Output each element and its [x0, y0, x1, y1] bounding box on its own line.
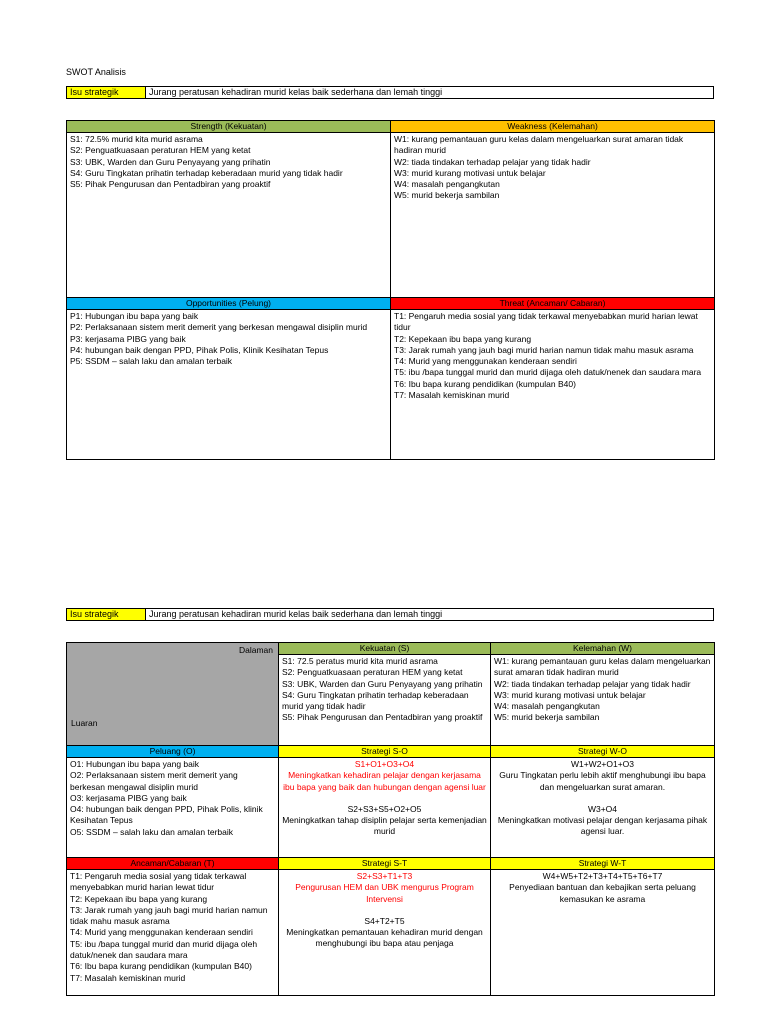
weakness-item: W2: tiada tindakan terhadap pelajar yang tidak hadir — [394, 156, 591, 167]
peluang-item: O4: hubungan baik dengan PPD, Pihak Polis, klinik Kesihatan Tepus — [70, 804, 263, 826]
wt-code-1: W4+W5+T2+T3+T4+T5+T6+T7 — [542, 871, 663, 881]
threat-item: T4: Murid yang menggunakan kenderaan sendiri — [394, 356, 577, 367]
threat-item: T6: Ibu bapa kurang pendidikan (kumpulan B40) — [394, 378, 576, 389]
ancaman-item: T6: Ibu bapa kurang pendidikan (kumpulan B40) — [70, 961, 252, 972]
peluang-header: Peluang (O) — [67, 746, 279, 758]
kelemahan-item: W4: masalah pengangkutan — [494, 701, 600, 712]
opportunity-item: P2: Perlaksanaan sistem merit demerit yang berkesan mengawal disiplin murid — [70, 322, 368, 333]
kelemahan-item: W2: tiada tindakan terhadap pelajar yang tidak hadir — [494, 678, 691, 689]
st-strategy-1: Pengurusan HEM dan UBK mengurus Program Intervensi — [295, 882, 474, 904]
peluang-item: O2: Perlaksanaan sistem merit demerit yang berkesan mengawal disiplin murid — [70, 770, 238, 792]
opportunities-header: Opportunities (Pelung) — [67, 298, 391, 310]
weakness-item: W1: kurang pemantauan guru kelas dalam mengeluarkan surat amaran tidak hadiran murid — [394, 134, 684, 156]
weakness-cell — [391, 133, 715, 298]
ancaman-item: T7: Masalah kemiskinan murid — [70, 972, 186, 983]
strength-item: S2: Penguatkuasaan peraturan HEM yang ketat — [70, 145, 251, 156]
dalaman-label: Dalaman — [238, 645, 273, 655]
weakness-item: W5: murid bekerja sambilan — [394, 190, 500, 201]
strategic-issue-table — [66, 86, 714, 99]
strength-item: S1: 72.5% murid kita murid asrama — [70, 134, 203, 144]
kekuatan-item: S4: Guru Tingkatan prihatin terhadap keberadaan murid yang tidak hadir — [282, 689, 469, 712]
ancaman-header: Ancaman/Cabaran (T) — [67, 858, 279, 870]
ancaman-item: T5: ibu /bapa tunggal murid dan murid dijaga oleh datuk/nenek dan saudara mara — [70, 938, 258, 961]
kekuatan-item: S2: Penguatkuasaan peraturan HEM yang ketat — [282, 667, 463, 678]
kelemahan-cell — [491, 655, 715, 746]
ancaman-item: T2: Kepekaan ibu bapa yang kurang — [70, 893, 208, 904]
wo-strategy-1: Guru Tingkatan perlu lebih aktif menghubungi ibu bapa dan mengeluarkan surat amaran. — [499, 770, 706, 792]
opportunity-item: P4: hubungan baik dengan PPD, Pihak Polis, Klinik Kesihatan Tepus — [70, 344, 329, 355]
st-code-2: S4+T2+T5 — [364, 915, 405, 926]
swot-table — [66, 120, 715, 460]
ancaman-cell — [67, 870, 279, 996]
strategi-wt-header: Strategi W-T — [491, 858, 715, 870]
wo-strategy-2: Meningkatkan motivasi pelajar dengan kerjasama pihak agensi luar. — [497, 815, 708, 837]
strategic-issue-table-2 — [66, 608, 714, 621]
weakness-item: W4: masalah pengangkutan — [394, 179, 500, 190]
so-code-2: S2+S3+S5+O2+O5 — [347, 803, 422, 814]
so-strategy-2: Meningkatkan tahap disiplin pelajar serta kemenjadian murid — [282, 815, 487, 837]
strategi-so-header: Strategi S-O — [279, 746, 491, 758]
threat-item: T5: ibu /bapa tunggal murid dan murid dijaga oleh datuk/nenek dan saudara mara — [394, 367, 702, 378]
st-code-1: S2+S3+T1+T3 — [356, 871, 413, 881]
document-title: SWOT Analisis — [66, 67, 126, 77]
strength-item: S5: Pihak Pengurusan dan Pentadbiran yang proaktif — [70, 179, 271, 190]
kekuatan-item: S5: Pihak Pengurusan dan Pentadbiran yang proaktif — [282, 712, 483, 723]
kekuatan-cell — [279, 655, 491, 746]
kekuatan-header: Kekuatan (S) — [279, 643, 491, 655]
wo-code-2: W3+O4 — [587, 803, 618, 814]
strategi-wt-cell — [491, 870, 715, 996]
strategi-so-cell — [279, 758, 491, 858]
strategi-st-cell — [279, 870, 491, 996]
st-strategy-2: Meningkatkan pemantauan kehadiran murid dengan menghubungi ibu bapa atau penjaga — [286, 927, 483, 949]
strategic-issue-label: Isu strategik — [67, 87, 146, 99]
threat-item: T7: Masalah kemiskinan murid — [394, 390, 510, 401]
kelemahan-item: W1: kurang pemantauan guru kelas dalam mengeluarkan surat amaran tidak hadiran murid — [494, 656, 711, 678]
luaran-label: Luaran — [71, 717, 98, 728]
wt-strategy-1: Penyediaan bantuan dan kebajikan serta peluang kemasukan ke asrama — [509, 882, 696, 904]
peluang-item: O1: Hubungan ibu bapa yang baik — [70, 759, 200, 769]
kelemahan-item: W5: murid bekerja sambilan — [494, 712, 600, 723]
kelemahan-item: W3: murid kurang motivasi untuk belajar — [494, 689, 646, 700]
kekuatan-item: S3: UBK, Warden dan Guru Penyayang yang prihatin — [282, 678, 483, 689]
strength-item: S4: Guru Tingkatan prihatin terhadap keberadaan murid yang tidak hadir — [70, 167, 343, 178]
opportunity-item: P3: kerjasama PIBG yang baik — [70, 333, 186, 344]
threat-cell — [391, 310, 715, 460]
strategic-issue-text: Jurang peratusan kehadiran murid kelas baik sederhana dan lemah tinggi — [146, 87, 714, 99]
weakness-header: Weakness (Kelemahan) — [391, 121, 715, 133]
so-code-1: S1+O1+O3+O4 — [354, 759, 415, 769]
weakness-item: W3: murid kurang motivasi untuk belajar — [394, 167, 546, 178]
so-strategy-1: Meningkatkan kehadiran pelajar dengan kerjasama ibu bapa yang baik dan hubungan dengan agensi luar — [283, 770, 486, 792]
strategi-wo-cell — [491, 758, 715, 858]
peluang-item: O5: SSDM – salah laku dan amalan terbaik — [70, 826, 234, 837]
threat-header: Threat (Ancaman/ Cabaran) — [391, 298, 715, 310]
matrix-corner-cell — [67, 643, 279, 746]
threat-item: T3: Jarak rumah yang jauh bagi murid harian namun tidak mahu masuk asrama — [394, 344, 694, 355]
strategic-issue-text: Jurang peratusan kehadiran murid kelas baik sederhana dan lemah tinggi — [146, 609, 714, 621]
strategi-wo-header: Strategi W-O — [491, 746, 715, 758]
ancaman-item: T3: Jarak rumah yang jauh bagi murid harian namun tidak mahu masuk asrama — [70, 904, 268, 927]
opportunity-item: P1: Hubungan ibu bapa yang baik — [70, 311, 199, 321]
threat-item: T1: Pengaruh media sosial yang tidak terkawal menyebabkan murid harian lewat tidur — [394, 311, 698, 333]
strategi-st-header: Strategi S-T — [279, 858, 491, 870]
tows-matrix-table — [66, 642, 715, 996]
opportunity-item: P5: SSDM – salah laku dan amalan terbaik — [70, 356, 233, 367]
wo-code-1: W1+W2+O1+O3 — [570, 759, 635, 769]
strength-item: S3: UBK, Warden dan Guru Penyayang yang prihatin — [70, 156, 271, 167]
opportunities-cell — [67, 310, 391, 460]
ancaman-item: T1: Pengaruh media sosial yang tidak terkawal menyebabkan murid harian lewat tidur — [70, 871, 247, 893]
kelemahan-header: Kelemahan (W) — [491, 643, 715, 655]
ancaman-item: T4: Murid yang menggunakan kenderaan sendiri — [70, 927, 253, 938]
peluang-cell — [67, 758, 279, 858]
strength-header: Strength (Kekuatan) — [67, 121, 391, 133]
peluang-item: O3: kerjasama PIBG yang baik — [70, 792, 187, 803]
strength-cell — [67, 133, 391, 298]
kekuatan-item: S1: 72.5 peratus murid kita murid asrama — [282, 656, 438, 666]
threat-item: T2: Kepekaan ibu bapa yang kurang — [394, 333, 532, 344]
strategic-issue-label: Isu strategik — [67, 609, 146, 621]
